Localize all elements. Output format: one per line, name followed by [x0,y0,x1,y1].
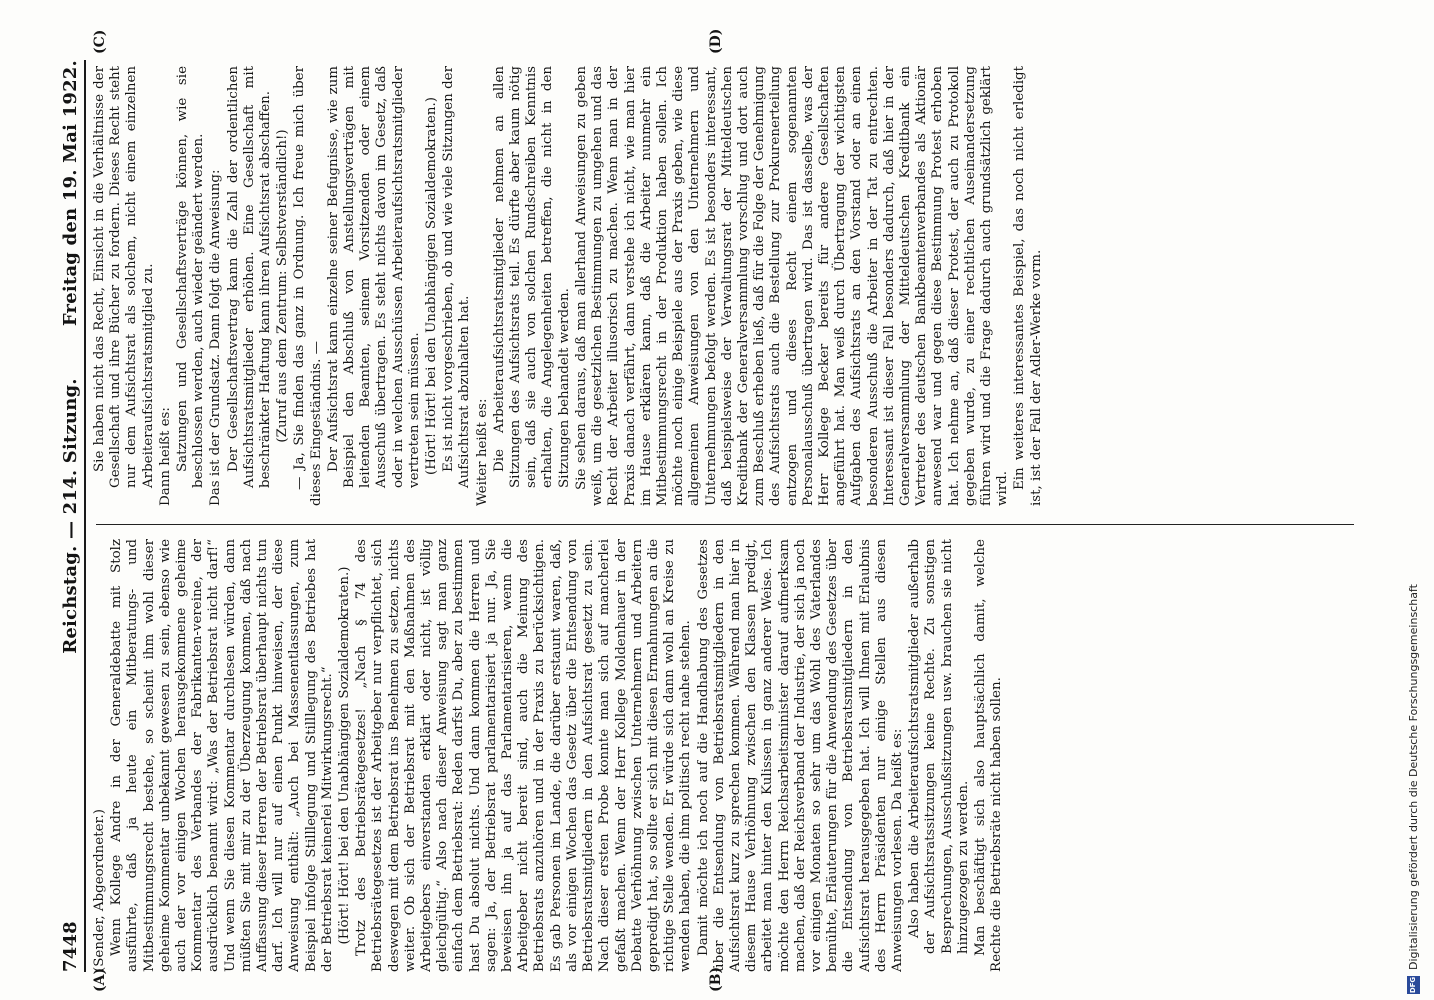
paragraph: Dann heißt es: [157,407,173,506]
text-column-right [92,66,1356,506]
interjection: (Hört! Hört! bei den Unabhängigen Sozialdemokraten.) [337,566,353,945]
paragraph: Sie sehen daraus, daß man allerhand Anweisungen zu geben weiß, um die gesetzlichen Bestimmungen zu umgehen und das Recht der Arbeiter illusorisch zu machen. Wenn man in der Praxis danach verfährt, dann verstehe ich nicht, wie man hier im Hause erklären kann, daß die Arbeiter nunmehr ein Mitbestimmungsrecht in der Produktion haben sollen. Ich möchte noch einige Beispiele aus der Praxis geben, wie diese allgemeinen Anweisungen von den Unternehmern und Unternehmungen befolgt werden. Es ist besonders interessant, daß beispielsweise der Verwaltungsrat der Mitteldeutschen Kreditbank der Generalversammlung vorschlug und dort auch zum Beschluß erheben ließ, daß für die Folge der Genehmigung des Aufsichtsrats auch die Bestellung zur Prokurenerteilung entzogen und dieses Recht einem sogenannten Personalausschuß übertragen wird. Das ist dasselbe, was der Herr Kollege Becker bereits für andere Gesellschaften angeführt hat. Man weiß durch Übertragung der wichtigsten Aufgaben des Aufsichtsrats an den Vorstand oder an einen besonderen Ausschuß die Arbeiter in der Tat zu entrechten. Interessant ist dieser Fall besonders dadurch, daß hier in der Generalversammlung der Mitteldeutschen Kreditbank ein Vertreter des deutschen Bankbeamtenverbandes als Aktionär anwesend war und gegen diese Bestimmung Protest erhoben hat. Ich nehme an, daß dieser Protest, der auch zu Protokoll gegeben wurde, zu einer rechtlichen Auseinandersetzung führen wird und die Frage dadurch auch grundsätzlich geklärt wird. [573,66,1011,506]
margin-marker-b: (B) [708,966,724,992]
margin-marker-c: (C) [92,29,108,54]
margin-marker-d: (D) [708,28,724,54]
quote: Es ist nicht vorgeschrieben, ob und wie viele Sitzungen der Aufsichtsrat abzuhalten hat. [441,66,473,488]
session-date: Freitag den 19. Mai 1922. [60,60,81,327]
quote: Der Aufsichtsrat kann einzelne seiner Befugnisse, wie zum Beispiel den Abschluß von Anstellungsverträgen mit leitenden Beamten, seinem Vorsitzenden oder einem Ausschuß übertragen. Es steht nichts davon im Gesetz, daß oder in welchen Ausschüssen Arbeiteraufsichtsratsmitglieder vertreten sein müssen. [325,66,422,488]
page-title: Reichstag. — 214. Sitzung. [60,378,81,654]
paragraph: Das ist der Grundsatz. Dann folgt die Anweisung: [208,169,224,506]
quote: Sie haben nicht das Recht, Einsicht in die Verhältnisse der Gesellschaft und ihre Bücher zu fordern. Dieses Recht steht nur dem Aufsichtsrat als solchem, nicht einem einzelnen Arbeiteraufsichtsratsmitglied zu. [92,66,156,488]
paragraph: Man beschäftigt sich also hauptsächlich damit, welche Rechte die Betriebsräte nicht haben sollen. [972,539,1005,972]
margin-marker-a: (A) [92,967,108,992]
quote: Der Gesellschaftsvertrag kann die Zahl der ordentlichen Aufsichtsratsmitglieder erhöhen. Eine Gesellschaft mit beschränkter Haftung kann ihren Aufsichtsrat abschaffen. [225,66,274,488]
footer-text: Digitalisierung gefördert durch die Deutsche Forschungsgemeinschaft [1407,584,1420,970]
paragraph: Ein weiteres interessantes Beispiel, das noch nicht erledigt ist, ist der Fall der Adler-Werke vorm. [1012,66,1044,506]
paragraph: Trotz des Betriebsrätegesetzes! „Nach § 74 des Betriebsrätegesetzes ist der Arbeitgeber nur verpflichtet, sich deswegen mit dem Betriebsrat ins Benehmen zu setzen, nichts weiter. Ob sich der Betriebsrat mit den Maßnahmen des Arbeitgebers einverstanden erklärt oder nicht, ist völlig gleichgültig.“ Also nach dieser Anweisung sagt man ganz einfach dem Betriebsrat: Reden darfst Du, aber zu bestimmen hast Du absolut nichts. Und dann kommen die Herren und sagen: Ja, der Betriebsrat parlamentarisiert ja nur. Ja, Sie beweisen ihn ja auf das Parlamentarisieren, wenn die Arbeitgeber nicht bereit sind, auch die Meinung des Betriebsrats anzuhören und in der Praxis zu berücksichtigen. Es gab Personen im Lande, die darüber erstaunt waren, daß, als vor einigen Wochen das Gesetz über die Entsendung von Betriebsratsmitgliedern in den Aufsichtsrat gesetzt zu sein. Nach dieser ersten Probe konnte man sich auf mancherlei gefaßt machen. Wenn der Herr Kollege Moldenhauer in der Debatte Verhöhnung zwischen Unternehmern und Arbeitern gepredigt hat, so sollte er sich mit diesen Ermahnungen an die richtige Stelle wenden. Er würde sich dann wohl an Kreise zu wenden haben, die ihm politisch recht nahe stehen. [354,539,694,972]
digitization-footer [1405,0,1425,1000]
text-column-left [92,539,1356,972]
paragraph: Damit möchte ich noch auf die Handhabung des Gesetzes über die Entsendung von Betriebsratsmitgliedern in den Aufsichtsrat kurz zu sprechen kommen. Während man hier in diesem Hause Verhöhnung zwischen den Klassen predigt, arbeitet man hinter den Kulissen in ganz anderer Weise. Ich möchte den Herrn Reichsarbeitsminister darauf aufmerksam machen, daß der Reichsverband der Industrie, der sich ja noch vor einigen Monaten so sehr um das Wohl des Vaterlandes bemühte, Erläuterungen für die Anwendung des Gesetzes über die Entsendung von Betriebsratsmitgliedern in den Aufsichtsrat herausgegeben hat. Ich will Ihnen mit Erlaubnis des Herrn Präsidenten nur einige Stellen aus diesen Anweisungen vorlesen. Da heißt es: [695,539,905,972]
interjection: (Zuruf aus dem Zentrum: Selbstverständlich!) [275,129,291,443]
quote: Also haben die Arbeiteraufsichtsratsmitglieder außerhalb der Aufsichtsratssitzungen keine Rechte. Zu sonstigen Besprechungen, Ausschußsitzungen usw. brauchen sie nicht hinzugezogen zu werden. [907,539,971,954]
speaker-line: (Sender, Abgeordneter.) [92,809,107,972]
column-divider [96,524,1354,525]
paragraph: — Ja, Sie finden das ganz in Ordnung. Ich freue mich über dieses Eingeständnis. — [292,66,324,506]
dfg-logo: DFG [1407,976,1420,994]
interjection: (Hört! Hört! bei den Unabhängigen Sozialdemokraten.) [424,97,440,475]
page-number: 7448 [60,921,81,972]
paragraph: Wenn Kollege Andre in der Generaldebatte mit Stolz ausführte, daß ja heute ein Mitberatungs- und Mitbestimmungsrecht bestehe, so scheint ihm wohl dieser geheime Kommentar unbekannt gewesen zu sein, ebenso wie auch der vor einigen Wochen herausgekommene geheime Kommentar des Verbandes der Fabrikanten-vereine, der ausdrücklich benannt wird: „Was der Betriebsrat nicht darf!“ Und wenn Sie diesen Kommentar durchlesen würden, dann müßten Sie mit mir zu der Überzeugung kommen, daß nach Auffassung dieser Herren der Betriebsrat überhaupt nichts tun darf. Ich will nur auf einen Punkt hinweisen, der diese Anweisung enthält: „Auch bei Massenentlassungen, zum Beispiel infolge Stilllegung und Stilllegung des Betriebes hat der Betriebsrat keinerlei Mitwirkungsrecht.“ [109,539,335,972]
quote: Die Arbeiteraufsichtsratsmitglieder nehmen an allen Sitzungen des Aufsichtsrats teil. Es dürfte aber kaum nötig sein, daß sie auch von solchen Rundschreiben Kenntnis erhalten, die Angelegenheiten betreffen, die nicht in den Sitzungen behandelt werden. [491,66,572,488]
quote: Satzungen und Gesellschaftsverträge können, wie sie beschlossen werden, auch wieder geändert werden. [175,66,207,488]
page-header [58,60,86,972]
paragraph: Weiter heißt es: [474,398,490,506]
